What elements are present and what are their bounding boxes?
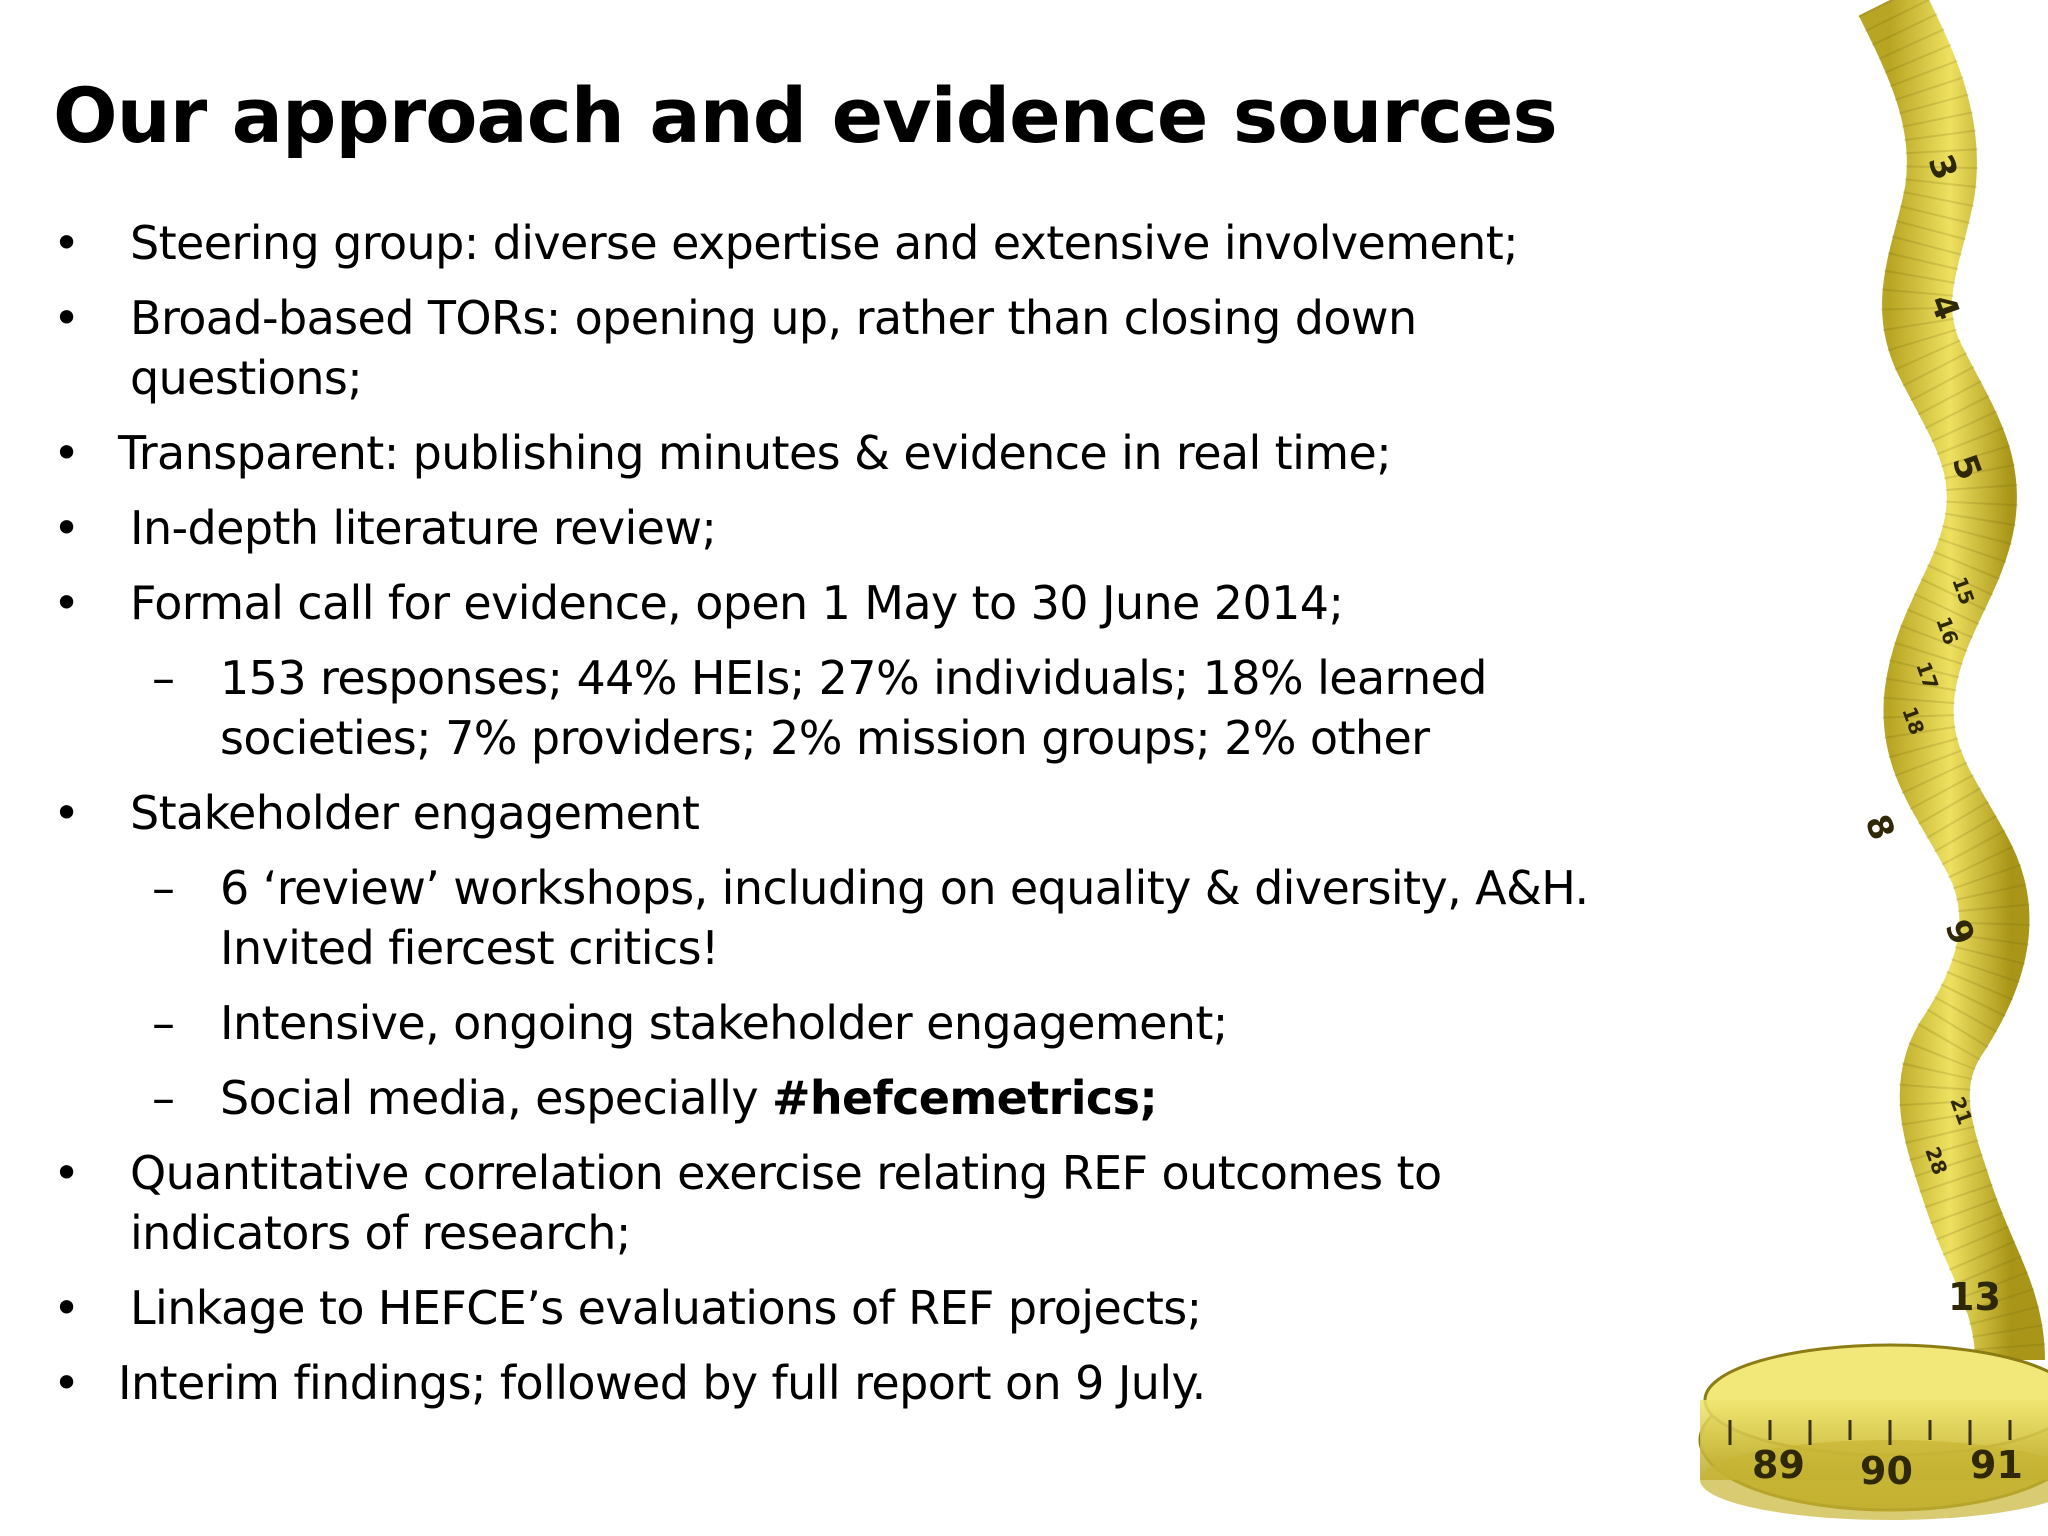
- sub-list-item-text: 153 responses; 44% HEIs; 27% individuals; 18% learned: [220, 651, 1487, 705]
- tape-number: 8: [1856, 809, 1903, 846]
- tape-number: 9: [1936, 914, 1983, 951]
- list-item-text: Transparent: publishing minutes & evidence in real time;: [118, 426, 1392, 480]
- sub-list-item-plain: Social media, especially: [220, 1071, 772, 1125]
- list-item-text: Quantitative correlation exercise relating REF outcomes to: [130, 1146, 1442, 1200]
- sub-list-item-text: [220, 1068, 1157, 1128]
- dash-marker: –: [152, 996, 175, 1050]
- sub-list-item-text-cont: societies; 7% providers; 2% mission groups; 2% other: [220, 711, 1430, 765]
- list-item-text: Steering group: diverse expertise and extensive involvement;: [130, 216, 1519, 270]
- bullet-marker: •: [53, 291, 81, 345]
- bullet-marker: •: [53, 786, 81, 840]
- dash-marker: –: [152, 1071, 175, 1125]
- bullet-marker: •: [53, 1146, 81, 1200]
- list-item-text-cont: questions;: [130, 351, 363, 405]
- bullet-marker: •: [53, 576, 81, 630]
- bullet-marker: •: [53, 1356, 81, 1410]
- list-item-text: In-depth literature review;: [130, 501, 717, 555]
- measuring-tape-icon: [1690, 0, 2048, 1536]
- hashtag-link[interactable]: #hefcemetrics;: [771, 1071, 1158, 1125]
- tape-number: 3: [1919, 149, 1966, 186]
- dash-marker: –: [152, 861, 175, 915]
- list-item-text: Broad-based TORs: opening up, rather than closing down: [130, 291, 1417, 345]
- tape-number: 16: [1931, 613, 1964, 648]
- bullet-marker: •: [53, 1281, 81, 1335]
- list-item-text-cont: indicators of research;: [130, 1206, 631, 1260]
- bullet-marker: •: [53, 501, 81, 555]
- tape-number: 90: [1860, 1449, 1913, 1493]
- tape-number: 17: [1911, 658, 1944, 693]
- tape-number: 89: [1752, 1443, 1805, 1487]
- tape-number: 91: [1970, 1443, 2023, 1487]
- list-item-text: Formal call for evidence, open 1 May to 30 June 2014;: [130, 576, 1344, 630]
- tape-number: 4: [1921, 289, 1968, 326]
- tape-number: 21: [1945, 1093, 1978, 1128]
- list-item-text: Linkage to HEFCE’s evaluations of REF projects;: [130, 1281, 1202, 1335]
- sub-list-item-text: Intensive, ongoing stakeholder engagement;: [220, 996, 1228, 1050]
- slide-title: Our approach and evidence sources: [53, 71, 1557, 160]
- bullet-marker: •: [53, 426, 81, 480]
- bullet-marker: •: [53, 216, 81, 270]
- tape-number: 5: [1943, 449, 1990, 486]
- list-item-text: Interim findings; followed by full report on 9 July.: [118, 1356, 1206, 1410]
- tape-number: 15: [1947, 573, 1980, 608]
- sub-list-item-text: 6 ‘review’ workshops, including on equality & diversity, A&H.: [220, 861, 1589, 915]
- dash-marker: –: [152, 651, 175, 705]
- sub-list-item-text-cont: Invited fiercest critics!: [220, 921, 719, 975]
- list-item-text: Stakeholder engagement: [130, 786, 700, 840]
- tape-number: 13: [1948, 1275, 2001, 1319]
- tape-number: 18: [1897, 703, 1930, 738]
- tape-number: 28: [1920, 1143, 1953, 1178]
